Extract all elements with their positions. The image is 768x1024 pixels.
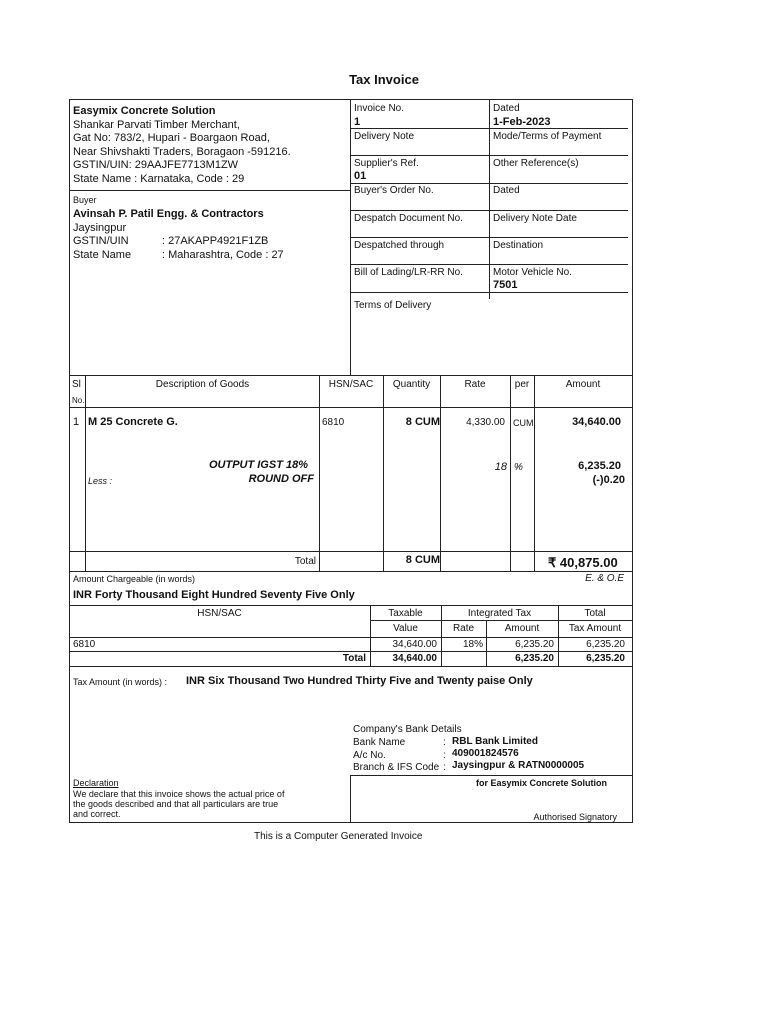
footer-note: This is a Computer Generated Invoice — [254, 831, 423, 842]
col-no: No. — [72, 396, 85, 405]
tax-amount-header: Amount — [504, 623, 540, 634]
buyer-state-label: State Name — [73, 249, 132, 261]
delivery-note-label: Delivery Note — [354, 131, 415, 142]
col-rate: Rate — [464, 379, 486, 390]
tax-words-value: INR Six Thousand Two Hundred Thirty Five and Twenty paise Only — [186, 675, 533, 687]
tax-total-header: Total — [584, 608, 606, 619]
bill-lading-label: Bill of Lading/LR-RR No. — [354, 267, 463, 278]
tax-table-row-line — [69, 651, 633, 652]
mode-terms-label: Mode/Terms of Payment — [493, 131, 602, 142]
tax-words-label: Tax Amount (in words) : — [73, 677, 168, 687]
col-per: per — [514, 379, 530, 390]
tax-row-amount: 6,235.20 — [515, 639, 554, 650]
item-amount: 34,640.00 — [572, 416, 621, 428]
tax-row-rate: 18% — [462, 639, 483, 650]
tax-hsn-header: HSN/SAC — [197, 608, 242, 619]
igst-rate: 18 — [494, 461, 507, 473]
tax-total-label: Total — [342, 653, 366, 664]
total-quantity: 8 CUM — [405, 554, 440, 566]
bank-colon-2: : — [443, 750, 446, 761]
seller-gstin: GSTIN/UIN: 29AAJFE7713M1ZW — [73, 159, 239, 171]
seller-address-3: Near Shivshakti Traders, Boragaon -591216. — [73, 146, 291, 158]
buyer-gstin-value: : 27AKAPP4921F1ZB — [162, 235, 269, 247]
meta-line — [350, 237, 628, 238]
signature-box-top — [350, 775, 633, 776]
items-total-line — [69, 571, 633, 572]
bank-branch-value: Jaysingpur & RATN0000005 — [452, 760, 585, 771]
tax-total-amount: 6,235.20 — [515, 653, 554, 664]
buyer-name: Avinsah P. Patil Engg. & Contractors — [73, 208, 264, 220]
igst-amount: 6,235.20 — [578, 460, 621, 472]
meta-line — [350, 155, 628, 156]
meta-divider — [489, 99, 490, 299]
tax-row-total: 6,235.20 — [586, 639, 625, 650]
round-off-amount: (-)0.20 — [592, 474, 625, 486]
item-rate: 4,330.00 — [466, 417, 505, 428]
dated2-label: Dated — [493, 185, 520, 196]
supplier-ref-label: Supplier's Ref. — [354, 158, 419, 169]
meta-line — [350, 128, 628, 129]
bank-colon-1: : — [443, 737, 446, 748]
amount-words-label: Amount Chargeable (in words) — [73, 574, 196, 584]
buyer-order-label: Buyer's Order No. — [354, 185, 434, 196]
igst-per: % — [514, 462, 523, 473]
item-per: CUM — [513, 418, 534, 428]
buyer-state-value: : Maharashtra, Code : 27 — [162, 249, 284, 261]
bank-branch-label: Branch & IFS Code — [353, 762, 440, 773]
item-quantity: 8 CUM — [405, 416, 440, 428]
declaration-line-2: the goods described and that all particulars are true — [73, 799, 279, 809]
col-sl: Sl — [72, 379, 81, 390]
col-line — [510, 375, 511, 571]
delivery-note-date-label: Delivery Note Date — [493, 213, 577, 224]
total-label: Total — [294, 556, 316, 567]
igst-label: OUTPUT IGST 18% — [208, 459, 308, 471]
bank-name-label: Bank Name — [353, 737, 406, 748]
item-description: M 25 Concrete G. — [88, 416, 178, 428]
destination-label: Destination — [493, 240, 544, 251]
dated-value: 1-Feb-2023 — [493, 116, 551, 128]
signature-box-left — [350, 775, 351, 822]
for-company: for Easymix Concrete Solution — [475, 778, 607, 788]
items-header-line — [69, 407, 633, 408]
invoice-title: Tax Invoice — [349, 72, 419, 87]
tax-taxable-header: Taxable — [388, 608, 423, 619]
despatch-doc-label: Despatch Document No. — [354, 213, 463, 224]
items-body-line — [69, 551, 633, 552]
motor-vehicle-label: Motor Vehicle No. — [493, 267, 572, 278]
meta-line — [350, 292, 628, 293]
tax-total-taxable: 34,640.00 — [392, 653, 437, 664]
col-line — [383, 375, 384, 571]
tax-table-header-line — [69, 637, 633, 638]
tax-tax-amount-header: Tax Amount — [568, 623, 622, 634]
total-amount: ₹ 40,875.00 — [548, 555, 618, 570]
declaration-line-3: and correct. — [73, 809, 121, 819]
bank-ac-label: A/c No. — [353, 750, 386, 761]
bank-heading: Company's Bank Details — [353, 724, 462, 735]
col-line — [85, 375, 86, 571]
declaration-line-1: We declare that this invoice shows the actual price of — [73, 789, 285, 799]
frame-right — [632, 99, 633, 822]
tax-integrated-header: Integrated Tax — [467, 608, 532, 619]
invoice-no-value: 1 — [354, 116, 361, 128]
col-line — [319, 375, 320, 571]
terms-delivery-label: Terms of Delivery — [354, 300, 432, 311]
declaration-heading: Declaration — [73, 778, 119, 788]
tax-rate-header: Rate — [452, 623, 475, 634]
col-hsn: HSN/SAC — [328, 379, 374, 390]
bank-colon-3: : — [443, 762, 446, 773]
supplier-ref-value: 01 — [354, 170, 367, 182]
buyer-label: Buyer — [73, 195, 97, 205]
tax-table-bottom — [69, 666, 633, 667]
tax-row-hsn: 6810 — [73, 639, 96, 650]
dated-label: Dated — [493, 103, 520, 114]
col-quantity: Quantity — [392, 379, 431, 390]
tax-total-total: 6,235.20 — [586, 653, 625, 664]
frame-left — [69, 99, 70, 822]
round-off-label: ROUND OFF — [248, 473, 314, 485]
authorised-signatory: Authorised Signatory — [533, 812, 617, 822]
despatched-through-label: Despatched through — [354, 240, 445, 251]
meta-line — [350, 183, 628, 184]
tax-table-top — [69, 605, 633, 606]
item-hsn: 6810 — [322, 417, 345, 428]
meta-line — [350, 264, 628, 265]
col-description: Description of Goods — [155, 379, 250, 390]
meta-line — [350, 210, 628, 211]
frame-top — [69, 99, 633, 100]
less-label: Less : — [88, 476, 113, 486]
bank-ac-value: 409001824576 — [452, 748, 519, 759]
col-line — [534, 375, 535, 571]
items-top-line — [69, 375, 633, 376]
buyer-gstin-label: GSTIN/UIN — [73, 235, 129, 247]
motor-vehicle-value: 7501 — [493, 279, 518, 291]
eoe-label: E. & O.E — [585, 573, 624, 584]
seller-address-2: Gat No: 783/2, Hupari - Boargaon Road, — [73, 132, 270, 144]
seller-address-1: Shankar Parvati Timber Merchant, — [73, 119, 240, 131]
tax-table-mid — [370, 620, 633, 621]
seller-state: State Name : Karnataka, Code : 29 — [73, 173, 245, 185]
col-amount: Amount — [565, 379, 601, 390]
amount-words-value: INR Forty Thousand Eight Hundred Seventy Five Only — [73, 589, 355, 601]
tax-row-taxable: 34,640.00 — [392, 639, 437, 650]
bank-name-value: RBL Bank Limited — [452, 736, 538, 747]
invoice-no-label: Invoice No. — [354, 103, 405, 114]
tax-value-header: Value — [393, 623, 418, 634]
seller-name: Easymix Concrete Solution — [73, 105, 216, 117]
buyer-city: Jaysingpur — [73, 222, 127, 234]
other-ref-label: Other Reference(s) — [493, 158, 579, 169]
item-sl: 1 — [73, 416, 80, 428]
seller-buyer-separator — [69, 190, 350, 191]
